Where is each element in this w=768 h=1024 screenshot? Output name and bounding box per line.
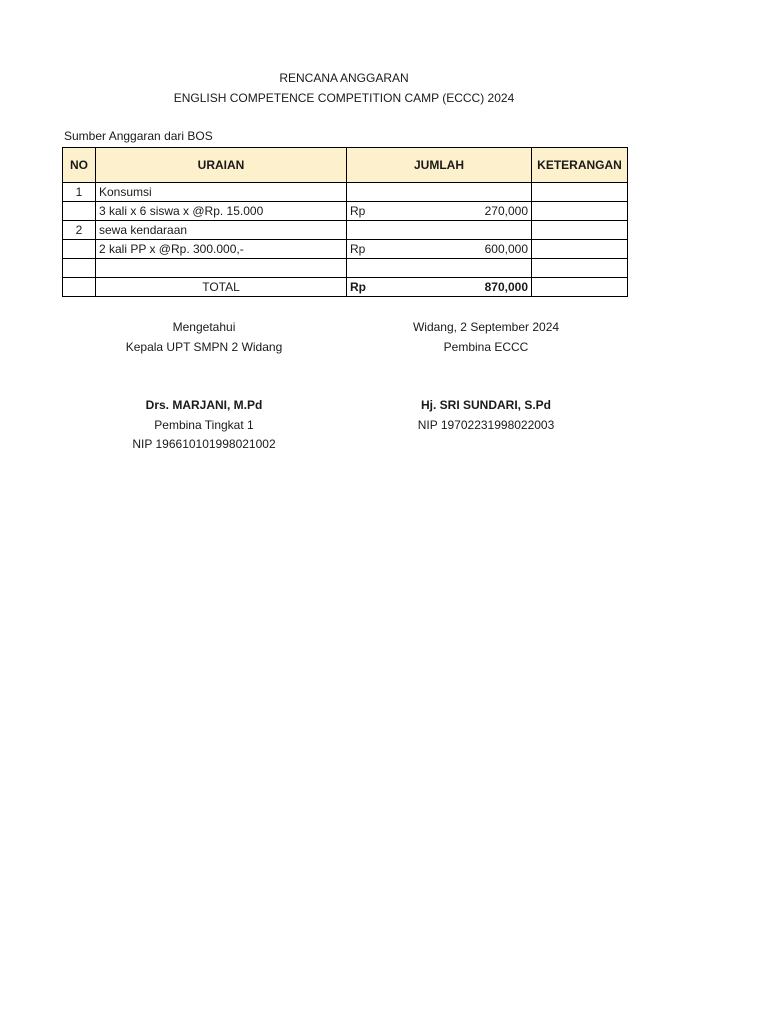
table-total-row (63, 278, 628, 297)
table-header-row (63, 148, 628, 183)
cell-uraian: Konsumsi (96, 183, 347, 202)
cell-jumlah (347, 240, 532, 259)
table-row (63, 259, 628, 278)
cell-no (63, 259, 96, 278)
cell-no (63, 278, 96, 297)
cell-keterangan (532, 202, 628, 221)
document-subtitle: ENGLISH COMPETENCE COMPETITION CAMP (ECCC) 2024 (173, 91, 515, 105)
signature-left-position: Kepala UPT SMPN 2 Widang (125, 340, 283, 354)
column-header-jumlah: JUMLAH (347, 148, 532, 183)
cell-jumlah (347, 259, 532, 278)
budget-source: Sumber Anggaran dari BOS (64, 129, 213, 143)
total-jumlah (347, 278, 532, 297)
column-header-uraian: URAIAN (96, 148, 347, 183)
signature-left-acknowledge: Mengetahui (172, 320, 236, 334)
cell-uraian: 2 kali PP x @Rp. 300.000,- (96, 240, 347, 259)
cell-keterangan (532, 278, 628, 297)
cell-amount: 270,000 (484, 204, 528, 218)
signature-right-position: Pembina ECCC (443, 340, 529, 354)
signature-left-nip: NIP 196610101998021002 (132, 437, 276, 451)
document-title: RENCANA ANGGARAN (279, 71, 409, 85)
cell-uraian: 3 kali x 6 siswa x @Rp. 15.000 (96, 202, 347, 221)
cell-no: 2 (63, 221, 96, 240)
signature-right-date: Widang, 2 September 2024 (412, 320, 560, 334)
total-label: TOTAL (96, 278, 347, 297)
column-header-keterangan: KETERANGAN (532, 148, 628, 183)
table-row (63, 240, 628, 259)
cell-currency: Rp (350, 204, 366, 218)
table-row (63, 202, 628, 221)
signature-right-name: Hj. SRI SUNDARI, S.Pd (420, 398, 551, 412)
cell-keterangan (532, 240, 628, 259)
cell-keterangan (532, 221, 628, 240)
cell-keterangan (532, 183, 628, 202)
cell-jumlah (347, 221, 532, 240)
cell-no: 1 (63, 183, 96, 202)
total-amount: 870,000 (484, 280, 528, 294)
signature-left-rank: Pembina Tingkat 1 (154, 418, 254, 432)
cell-no (63, 240, 96, 259)
cell-no (63, 202, 96, 221)
signature-right-nip: NIP 19702231998022003 (417, 418, 555, 432)
cell-jumlah (347, 183, 532, 202)
signature-left-name: Drs. MARJANI, M.Pd (145, 398, 263, 412)
cell-jumlah (347, 202, 532, 221)
cell-currency: Rp (350, 242, 366, 256)
cell-uraian (96, 259, 347, 278)
cell-keterangan (532, 259, 628, 278)
cell-amount: 600,000 (484, 242, 528, 256)
cell-uraian: sewa kendaraan (96, 221, 347, 240)
column-header-no: NO (63, 148, 96, 183)
table-row (63, 183, 628, 202)
total-currency: Rp (350, 280, 366, 294)
table-row (63, 221, 628, 240)
budget-table (62, 147, 628, 297)
